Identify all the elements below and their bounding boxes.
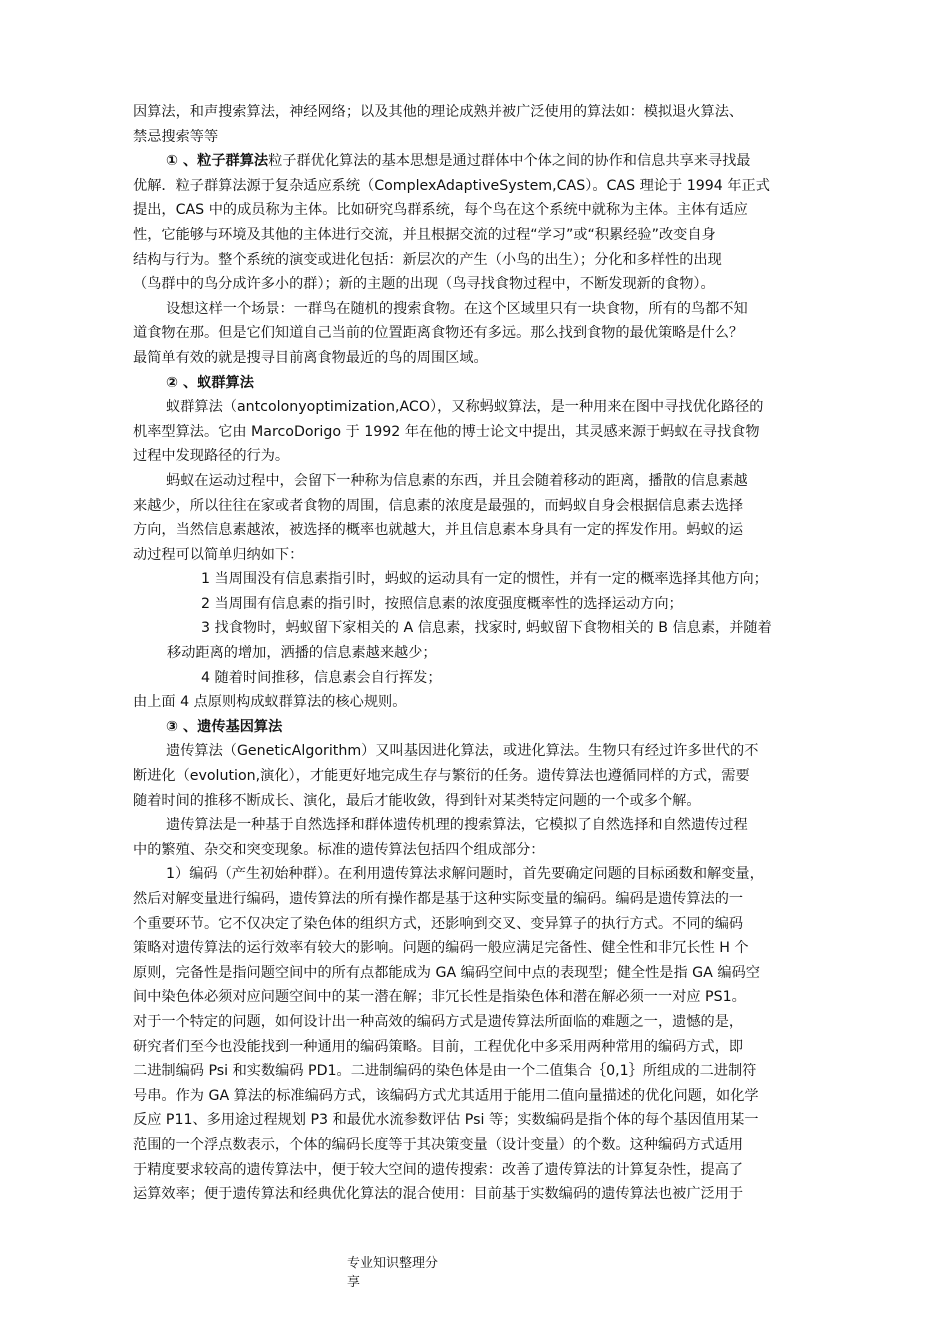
line-text: 1）编码（产生初始种群）。在利用遗传算法求解问题时，首先要确定问题的目标函数和解变量，	[166, 866, 764, 883]
text-line	[133, 223, 833, 248]
line-text: 动过程可以简单归纳如下：	[133, 546, 304, 563]
text-line	[133, 494, 833, 519]
line-text: 遗传算法是一种基于自然选择和群体遗传机理的搜索算法，它模拟了自然选择和自然遗传过程	[166, 817, 748, 834]
text-line	[133, 420, 833, 445]
text-line	[133, 1108, 833, 1133]
line-text: 机率型算法。它由 MarcoDorigo 于 1992 年在他的博士论文中提出，其灵感来源于蚂蚁在寻找食物	[133, 423, 760, 440]
text-line	[133, 862, 833, 887]
line-text: 方向，当然信息素越浓，被选择的概率也就越大，并且信息素本身具有一定的挥发作用。蚂蚁的运	[133, 522, 744, 539]
text-line	[133, 518, 833, 543]
line-text: 断进化（evolution,演化），才能更好地完成生存与繁衍的任务。遗传算法也遵循同样的方式，需要	[133, 768, 750, 785]
line-text: 性，它能够与环境及其他的主体进行交流，并且根据交流的过程“学习”或“积累经验”改变自身	[133, 226, 716, 243]
text-line	[133, 567, 833, 592]
line-text: 1 当周围没有信息素指引时，蚂蚁的运动具有一定的惯性，并有一定的概率选择其他方向；	[201, 571, 768, 588]
text-line	[133, 297, 833, 322]
footer-line-2: 享	[347, 1275, 361, 1290]
line-text: 粒子群优化算法的基本思想是通过群体中个体之间的协作和信息共享来寻找最	[268, 153, 751, 170]
text-line	[133, 1059, 833, 1084]
text-line	[133, 346, 833, 371]
text-line	[133, 272, 833, 297]
section-heading: ① 、粒子群算法	[166, 153, 269, 170]
text-line	[133, 1035, 833, 1060]
line-text: 于精度要求较高的遗传算法中，便于较大空间的遗传搜索：改善了遗传算法的计算复杂性，提高了	[133, 1161, 744, 1178]
line-text: 个重要环节。它不仅决定了染色体的组织方式，还影响到交叉、变异算子的执行方式。不同的编码	[133, 915, 744, 932]
line-text: 范围的一个浮点数表示，个体的编码长度等于其决策变量（设计变量）的个数。这种编码方式适用	[133, 1136, 744, 1153]
line-text: 蚁群算法（antcolonyoptimization,ACO），又称蚂蚁算法，是一种用来在图中寻找优化路径的	[166, 399, 764, 416]
text-line	[133, 592, 833, 617]
text-line	[133, 321, 833, 346]
line-text: 过程中发现路径的行为。	[133, 448, 290, 465]
text-line	[133, 616, 833, 641]
text-line	[133, 666, 833, 691]
text-line	[133, 838, 833, 863]
line-text: 运算效率；便于遗传算法和经典优化算法的混合使用：目前基于实数编码的遗传算法也被广泛用于	[133, 1186, 744, 1203]
line-text: 然后对解变量进行编码，遗传算法的所有操作都是基于这种实际变量的编码。编码是遗传算法的一	[133, 891, 744, 907]
line-text: 来越少，所以往往在家或者食物的周围，信息素的浓度是最强的，而蚂蚁自身会根据信息素去选择	[133, 497, 744, 514]
line-text: 4 随着时间推移，信息素会自行挥发；	[201, 669, 442, 686]
text-line	[133, 198, 833, 223]
line-text: 原则，完备性是指问题空间中的所有点都能成为 GA 编码空间中点的表现型；健全性是指 GA 编码空	[133, 964, 760, 981]
text-line	[133, 1182, 833, 1207]
text-line	[133, 125, 833, 150]
text-line	[133, 789, 833, 814]
text-line	[133, 469, 833, 494]
line-text: 优解．粒子群算法源于复杂适应系统（ComplexAdaptiveSystem,CAS）。CAS 理论于 1994 年正式	[133, 177, 770, 194]
text-line	[133, 887, 833, 912]
line-text: 禁忌搜索等等	[133, 128, 219, 145]
line-text: 研究者们至今也没能找到一种通用的编码策略。目前，工程优化中多采用两种常用的编码方式，即	[133, 1038, 744, 1055]
line-text: 3 找食物时，蚂蚁留下家相关的 A 信息素，找家时, 蚂蚁留下食物相关的 B 信息素，并随着	[201, 620, 772, 637]
line-text: 结构与行为。整个系统的演变或进化包括：新层次的产生（小鸟的出生）；分化和多样性的出现	[133, 251, 722, 268]
section-heading-line	[133, 149, 833, 174]
section-heading-line	[133, 371, 833, 396]
line-text: 2 当周围有信息素的指引时，按照信息素的浓度强度概率性的选择运动方向；	[201, 595, 683, 612]
line-text: 移动距离的增加，洒播的信息素越来越少；	[167, 645, 437, 662]
line-text: 号串。作为 GA 算法的标准编码方式，该编码方式尤其适用于能用二值向量描述的优化问题，如化学	[133, 1087, 759, 1104]
page-footer	[347, 1254, 457, 1292]
line-text: 由上面 4 点原则构成蚁群算法的核心规则。	[133, 694, 407, 711]
line-text: 最简单有效的就是搜寻目前离食物最近的鸟的周围区域。	[133, 349, 488, 366]
line-text: 蚂蚁在运动过程中，会留下一种称为信息素的东西，并且会随着移动的距离，播散的信息素越	[166, 472, 748, 489]
text-line	[133, 690, 833, 715]
section-heading-line	[133, 715, 833, 740]
line-text: 道食物在那。但是它们知道自己当前的位置距离食物还有多远。那么找到食物的最优策略是什么？	[133, 325, 744, 342]
line-text: 设想这样一个场景：一群鸟在随机的搜索食物。在这个区域里只有一块食物，所有的鸟都不知	[166, 300, 748, 317]
line-text: （鸟群中的鸟分成许多小的群）；新的主题的出现（鸟寻找食物过程中，不断发现新的食物）。	[133, 276, 715, 293]
line-text: 二进制编码 Psi 和实数编码 PD1。二进制编码的染色体是由一个二值集合｛0,1｝所组成的二进制符	[133, 1063, 757, 1080]
text-line	[133, 641, 833, 666]
text-line	[133, 174, 833, 199]
section-heading: ③ 、遗传基因算法	[166, 718, 283, 735]
section-heading: ② 、蚁群算法	[166, 374, 254, 391]
text-line	[133, 543, 833, 568]
text-line	[133, 1084, 833, 1109]
line-text: 提出，CAS 中的成员称为主体。比如研究鸟群系统，每个鸟在这个系统中就称为主体。主体有适应	[133, 202, 748, 219]
text-line	[133, 248, 833, 273]
text-line	[133, 764, 833, 789]
text-line	[133, 100, 833, 125]
line-text: 因算法，和声搜索算法，神经网络；以及其他的理论成熟并被广泛使用的算法如：模拟退火算法、	[133, 104, 744, 120]
text-line	[133, 813, 833, 838]
line-text: 策略对遗传算法的运行效率有较大的影响。问题的编码一般应满足完备性、健全性和非冗长性 H 个	[133, 940, 749, 957]
line-text: 间中染色体必须对应问题空间中的某一潜在解；非冗长性是指染色体和潜在解必须一一对应 PS1。	[133, 989, 746, 1006]
footer-line-1: 专业知识整理分	[347, 1256, 439, 1271]
text-line	[133, 985, 833, 1010]
text-line	[133, 1158, 833, 1183]
line-text: 中的繁殖、杂交和突变现象。标准的遗传算法包括四个组成部分：	[133, 841, 545, 858]
text-line	[133, 912, 833, 937]
text-line	[133, 444, 833, 469]
line-text: 反应 P11、多用途过程规划 P3 和最优水流参数评估 Psi 等；实数编码是指个体的每个基因值用某一	[133, 1112, 759, 1129]
line-text: 随着时间的推移不断成长、演化，最后才能收敛，得到针对某类特定问题的一个或多个解。	[133, 792, 701, 809]
line-text: 遗传算法（GeneticAlgorithm）又叫基因进化算法，或进化算法。生物只有经过许多世代的不	[166, 743, 759, 760]
text-line	[133, 1133, 833, 1158]
text-line	[133, 1010, 833, 1035]
line-text: 对于一个特定的问题，如何设计出一种高效的编码方式是遗传算法所面临的难题之一，遗憾的是，	[133, 1013, 744, 1030]
text-line	[133, 961, 833, 986]
text-line	[133, 739, 833, 764]
document-body	[133, 100, 833, 1207]
text-line	[133, 395, 833, 420]
text-line	[133, 936, 833, 961]
